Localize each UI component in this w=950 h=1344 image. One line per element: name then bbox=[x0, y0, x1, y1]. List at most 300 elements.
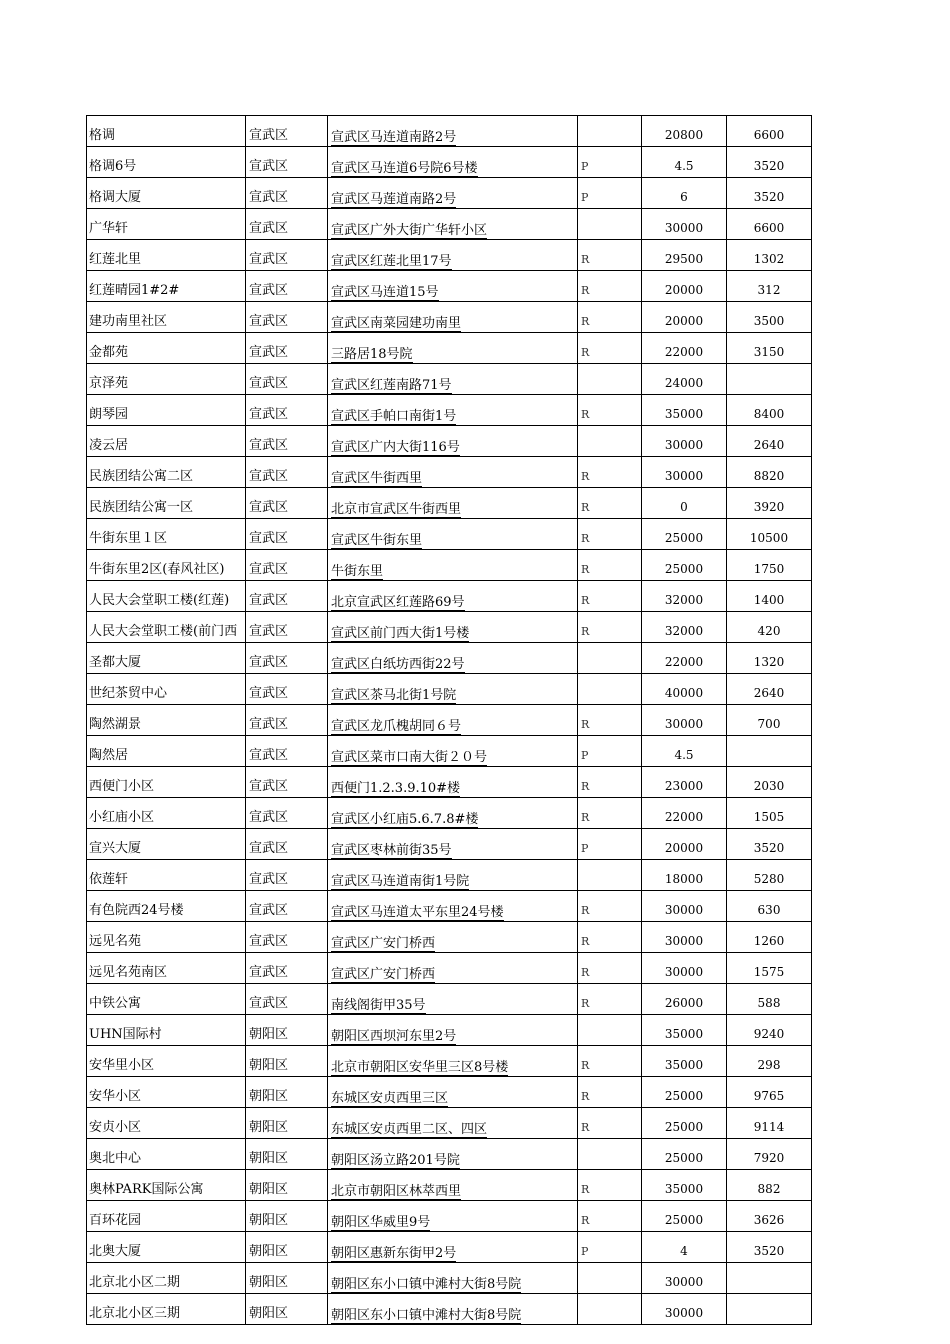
price-cell bbox=[642, 147, 727, 178]
name-cell-text: 京泽苑 bbox=[89, 376, 129, 391]
district-cell-text: 宣武区 bbox=[249, 934, 289, 949]
table-row bbox=[87, 426, 812, 457]
price-cell bbox=[642, 860, 727, 891]
type-cell-text: R bbox=[581, 408, 590, 421]
name-cell bbox=[87, 550, 246, 581]
table-row bbox=[87, 1108, 812, 1139]
name-cell-text: 依莲轩 bbox=[89, 872, 129, 887]
address-cell bbox=[328, 705, 578, 736]
district-cell-text: 朝阳区 bbox=[249, 1275, 289, 1290]
name-cell-text: 广华轩 bbox=[89, 221, 129, 236]
price-cell bbox=[642, 364, 727, 395]
name-cell-text: 人民大会堂职工楼(红莲) bbox=[89, 593, 230, 608]
name-cell-text: 有色院西24号楼 bbox=[89, 903, 184, 918]
type-cell-text: R bbox=[581, 1121, 590, 1134]
type-cell bbox=[578, 1170, 642, 1201]
area-cell bbox=[727, 860, 812, 891]
price-cell-text: 23000 bbox=[664, 779, 704, 793]
district-cell-text: 宣武区 bbox=[249, 128, 289, 143]
type-cell bbox=[578, 612, 642, 643]
type-cell-text: R bbox=[581, 966, 590, 979]
type-cell-text: R bbox=[581, 253, 590, 266]
type-cell bbox=[578, 271, 642, 302]
area-cell bbox=[727, 147, 812, 178]
address-cell-text: 宣武区马连道太平东里24号楼 bbox=[331, 905, 504, 920]
area-cell bbox=[727, 457, 812, 488]
district-cell bbox=[246, 333, 328, 364]
area-cell-text: 6600 bbox=[753, 221, 785, 235]
table-row bbox=[87, 1170, 812, 1201]
area-cell bbox=[727, 1108, 812, 1139]
area-cell-text: 700 bbox=[757, 717, 781, 731]
price-cell-text: 30000 bbox=[664, 934, 704, 948]
table-row bbox=[87, 271, 812, 302]
address-cell bbox=[328, 984, 578, 1015]
price-cell-text: 30000 bbox=[664, 1275, 704, 1289]
name-cell bbox=[87, 519, 246, 550]
area-cell bbox=[727, 1263, 812, 1294]
price-cell bbox=[642, 1108, 727, 1139]
price-cell-text: 25000 bbox=[664, 1120, 704, 1134]
address-cell-text: 宣武区手帕口南街1号 bbox=[331, 409, 457, 424]
area-cell-text: 312 bbox=[757, 283, 781, 297]
district-cell-text: 朝阳区 bbox=[249, 1306, 289, 1321]
type-cell-text: R bbox=[581, 935, 590, 948]
price-cell bbox=[642, 612, 727, 643]
name-cell-text: 格调 bbox=[89, 128, 116, 143]
area-cell bbox=[727, 984, 812, 1015]
price-cell bbox=[642, 302, 727, 333]
name-cell bbox=[87, 271, 246, 302]
district-cell bbox=[246, 1201, 328, 1232]
price-cell bbox=[642, 581, 727, 612]
type-cell-text: R bbox=[581, 625, 590, 638]
district-cell bbox=[246, 829, 328, 860]
type-cell bbox=[578, 240, 642, 271]
area-cell bbox=[727, 953, 812, 984]
area-cell bbox=[727, 1139, 812, 1170]
area-cell-text: 630 bbox=[757, 903, 781, 917]
area-cell-text: 420 bbox=[757, 624, 781, 638]
area-cell-text: 10500 bbox=[749, 531, 789, 545]
price-cell-text: 25000 bbox=[664, 1089, 704, 1103]
address-cell bbox=[328, 612, 578, 643]
name-cell-text: 安华里小区 bbox=[89, 1058, 155, 1073]
price-cell bbox=[642, 1294, 727, 1325]
district-cell-text: 宣武区 bbox=[249, 748, 289, 763]
name-cell bbox=[87, 984, 246, 1015]
district-cell bbox=[246, 984, 328, 1015]
type-cell bbox=[578, 333, 642, 364]
price-cell-text: 35000 bbox=[664, 1027, 704, 1041]
address-cell-text: 朝阳区西坝河东里2号 bbox=[331, 1029, 457, 1044]
area-cell-text: 3500 bbox=[753, 314, 785, 328]
district-cell-text: 宣武区 bbox=[249, 872, 289, 887]
address-cell-text: 宣武区龙爪槐胡同６号 bbox=[331, 719, 462, 734]
district-cell-text: 宣武区 bbox=[249, 903, 289, 918]
price-cell-text: 32000 bbox=[664, 593, 704, 607]
type-cell-text: R bbox=[581, 501, 590, 514]
district-cell bbox=[246, 550, 328, 581]
name-cell-text: 远见名苑 bbox=[89, 934, 142, 949]
address-cell-text: 北京市朝阳区林萃西里 bbox=[331, 1184, 462, 1199]
address-cell-text: 朝阳区东小口镇中滩村大街8号院 bbox=[331, 1308, 522, 1323]
name-cell bbox=[87, 333, 246, 364]
address-cell-text: 东城区安贞西里二区、四区 bbox=[331, 1122, 488, 1137]
name-cell bbox=[87, 1108, 246, 1139]
type-cell bbox=[578, 643, 642, 674]
district-cell-text: 宣武区 bbox=[249, 841, 289, 856]
price-cell bbox=[642, 736, 727, 767]
price-cell-text: 20000 bbox=[664, 841, 704, 855]
table-row bbox=[87, 1263, 812, 1294]
area-cell bbox=[727, 829, 812, 860]
type-cell bbox=[578, 922, 642, 953]
name-cell-text: 安华小区 bbox=[89, 1089, 142, 1104]
area-cell bbox=[727, 1294, 812, 1325]
district-cell bbox=[246, 519, 328, 550]
type-cell bbox=[578, 1232, 642, 1263]
type-cell-text: R bbox=[581, 470, 590, 483]
type-cell bbox=[578, 1294, 642, 1325]
district-cell-text: 宣武区 bbox=[249, 531, 289, 546]
area-cell bbox=[727, 798, 812, 829]
district-cell-text: 宣武区 bbox=[249, 283, 289, 298]
district-cell-text: 宣武区 bbox=[249, 624, 289, 639]
address-cell-text: 三路居18号院 bbox=[331, 347, 413, 362]
name-cell bbox=[87, 1015, 246, 1046]
price-cell bbox=[642, 953, 727, 984]
address-cell-text: 南线阁街甲35号 bbox=[331, 998, 426, 1013]
address-cell bbox=[328, 1077, 578, 1108]
district-cell bbox=[246, 705, 328, 736]
district-cell-text: 宣武区 bbox=[249, 190, 289, 205]
type-cell-text: R bbox=[581, 315, 590, 328]
type-cell bbox=[578, 457, 642, 488]
area-cell-text: 7920 bbox=[753, 1151, 785, 1165]
table-row bbox=[87, 767, 812, 798]
district-cell bbox=[246, 488, 328, 519]
address-cell-text: 宣武区马连道15号 bbox=[331, 285, 439, 300]
address-cell-text: 东城区安贞西里三区 bbox=[331, 1091, 449, 1106]
district-cell bbox=[246, 1294, 328, 1325]
price-cell-text: 6 bbox=[680, 190, 688, 204]
table-row bbox=[87, 581, 812, 612]
area-cell-text: 1505 bbox=[753, 810, 785, 824]
address-cell-text: 朝阳区华威里9号 bbox=[331, 1215, 431, 1230]
area-cell-text: 3520 bbox=[753, 190, 785, 204]
name-cell bbox=[87, 891, 246, 922]
price-cell-text: 20800 bbox=[664, 128, 704, 142]
table-row bbox=[87, 1232, 812, 1263]
name-cell-text: 远见名苑南区 bbox=[89, 965, 168, 980]
name-cell bbox=[87, 1294, 246, 1325]
area-cell-text: 1400 bbox=[753, 593, 785, 607]
name-cell-text: 人民大会堂职工楼(前门西 bbox=[89, 624, 238, 639]
address-cell bbox=[328, 209, 578, 240]
district-cell bbox=[246, 178, 328, 209]
table-row bbox=[87, 860, 812, 891]
district-cell bbox=[246, 209, 328, 240]
address-cell-text: 北京市宣武区牛街西里 bbox=[331, 502, 462, 517]
address-cell-text: 宣武区广安门桥西 bbox=[331, 967, 436, 982]
name-cell bbox=[87, 612, 246, 643]
table-row bbox=[87, 1139, 812, 1170]
area-cell bbox=[727, 1015, 812, 1046]
table-row bbox=[87, 1077, 812, 1108]
district-cell bbox=[246, 953, 328, 984]
district-cell bbox=[246, 240, 328, 271]
table-row bbox=[87, 1015, 812, 1046]
address-cell-text: 宣武区牛街西里 bbox=[331, 471, 423, 486]
address-cell-text: 北京市朝阳区安华里三区8号楼 bbox=[331, 1060, 509, 1075]
area-cell-text: 8400 bbox=[753, 407, 785, 421]
address-cell-text: 宣武区菜市口南大街２０号 bbox=[331, 750, 488, 765]
price-cell-text: 35000 bbox=[664, 1058, 704, 1072]
district-cell-text: 宣武区 bbox=[249, 159, 289, 174]
address-cell bbox=[328, 1232, 578, 1263]
type-cell bbox=[578, 147, 642, 178]
price-cell-text: 18000 bbox=[664, 872, 704, 886]
area-cell-text: 3150 bbox=[753, 345, 785, 359]
district-cell-text: 宣武区 bbox=[249, 562, 289, 577]
name-cell-text: 红莲北里 bbox=[89, 252, 142, 267]
type-cell-text: P bbox=[581, 749, 589, 762]
area-cell bbox=[727, 581, 812, 612]
area-cell bbox=[727, 395, 812, 426]
type-cell bbox=[578, 1139, 642, 1170]
name-cell-text: 格调大厦 bbox=[89, 190, 142, 205]
name-cell-text: 奥林PARK国际公寓 bbox=[89, 1182, 204, 1197]
price-cell-text: 22000 bbox=[664, 810, 704, 824]
price-cell bbox=[642, 519, 727, 550]
address-cell bbox=[328, 457, 578, 488]
name-cell-text: 安贞小区 bbox=[89, 1120, 142, 1135]
address-cell bbox=[328, 767, 578, 798]
price-cell-text: 30000 bbox=[664, 469, 704, 483]
area-cell bbox=[727, 612, 812, 643]
area-cell bbox=[727, 705, 812, 736]
table-row bbox=[87, 209, 812, 240]
address-cell bbox=[328, 395, 578, 426]
name-cell bbox=[87, 1077, 246, 1108]
price-cell-text: 26000 bbox=[664, 996, 704, 1010]
type-cell bbox=[578, 829, 642, 860]
district-cell bbox=[246, 767, 328, 798]
type-cell-text: P bbox=[581, 842, 589, 855]
price-cell bbox=[642, 767, 727, 798]
address-cell bbox=[328, 116, 578, 147]
address-cell bbox=[328, 364, 578, 395]
district-cell-text: 宣武区 bbox=[249, 438, 289, 453]
name-cell bbox=[87, 147, 246, 178]
price-cell bbox=[642, 798, 727, 829]
type-cell-text: R bbox=[581, 904, 590, 917]
address-cell bbox=[328, 1170, 578, 1201]
name-cell bbox=[87, 1170, 246, 1201]
area-cell bbox=[727, 271, 812, 302]
name-cell bbox=[87, 426, 246, 457]
price-cell bbox=[642, 488, 727, 519]
table-row bbox=[87, 395, 812, 426]
address-cell bbox=[328, 829, 578, 860]
price-cell bbox=[642, 116, 727, 147]
district-cell-text: 宣武区 bbox=[249, 469, 289, 484]
table-row bbox=[87, 240, 812, 271]
type-cell bbox=[578, 1263, 642, 1294]
district-cell bbox=[246, 581, 328, 612]
price-cell bbox=[642, 178, 727, 209]
table-row bbox=[87, 891, 812, 922]
table-row bbox=[87, 147, 812, 178]
district-cell-text: 宣武区 bbox=[249, 965, 289, 980]
area-cell bbox=[727, 116, 812, 147]
area-cell bbox=[727, 550, 812, 581]
district-cell-text: 宣武区 bbox=[249, 345, 289, 360]
name-cell-text: 中铁公寓 bbox=[89, 996, 142, 1011]
area-cell bbox=[727, 1077, 812, 1108]
area-cell-text: 3626 bbox=[753, 1213, 785, 1227]
type-cell bbox=[578, 798, 642, 829]
district-cell-text: 朝阳区 bbox=[249, 1058, 289, 1073]
name-cell-text: 建功南里社区 bbox=[89, 314, 168, 329]
name-cell-text: 北京北小区二期 bbox=[89, 1275, 181, 1290]
price-cell-text: 30000 bbox=[664, 903, 704, 917]
price-cell bbox=[642, 209, 727, 240]
name-cell-text: 朗琴园 bbox=[89, 407, 129, 422]
area-cell-text: 3920 bbox=[753, 500, 785, 514]
district-cell bbox=[246, 612, 328, 643]
address-cell-text: 牛街东里 bbox=[331, 564, 384, 579]
price-cell-text: 20000 bbox=[664, 283, 704, 297]
name-cell bbox=[87, 922, 246, 953]
type-cell bbox=[578, 705, 642, 736]
type-cell bbox=[578, 767, 642, 798]
district-cell bbox=[246, 1015, 328, 1046]
type-cell bbox=[578, 1077, 642, 1108]
type-cell bbox=[578, 426, 642, 457]
area-cell bbox=[727, 767, 812, 798]
name-cell-text: 宣兴大厦 bbox=[89, 841, 142, 856]
price-cell bbox=[642, 1263, 727, 1294]
district-cell bbox=[246, 1077, 328, 1108]
name-cell bbox=[87, 1139, 246, 1170]
area-cell bbox=[727, 922, 812, 953]
district-cell-text: 朝阳区 bbox=[249, 1151, 289, 1166]
table-row bbox=[87, 612, 812, 643]
name-cell bbox=[87, 488, 246, 519]
district-cell bbox=[246, 891, 328, 922]
address-cell bbox=[328, 860, 578, 891]
address-cell bbox=[328, 1139, 578, 1170]
name-cell bbox=[87, 395, 246, 426]
type-cell-text: P bbox=[581, 191, 589, 204]
price-cell bbox=[642, 1201, 727, 1232]
address-cell-text: 宣武区前门西大街1号楼 bbox=[331, 626, 470, 641]
price-cell bbox=[642, 550, 727, 581]
type-cell-text: R bbox=[581, 563, 590, 576]
type-cell-text: R bbox=[581, 532, 590, 545]
name-cell-text: 凌云居 bbox=[89, 438, 129, 453]
address-cell bbox=[328, 736, 578, 767]
table-row bbox=[87, 984, 812, 1015]
table-row bbox=[87, 1201, 812, 1232]
address-cell-text: 朝阳区汤立路201号院 bbox=[331, 1153, 460, 1168]
price-cell bbox=[642, 1046, 727, 1077]
name-cell-text: 红莲晴园1#2# bbox=[89, 283, 180, 298]
district-cell bbox=[246, 302, 328, 333]
address-cell-text: 宣武区马连道南路2号 bbox=[331, 130, 457, 145]
district-cell-text: 朝阳区 bbox=[249, 1120, 289, 1135]
address-cell bbox=[328, 302, 578, 333]
table-row bbox=[87, 922, 812, 953]
type-cell bbox=[578, 178, 642, 209]
type-cell bbox=[578, 1015, 642, 1046]
name-cell-text: 北京北小区三期 bbox=[89, 1306, 181, 1321]
district-cell-text: 宣武区 bbox=[249, 314, 289, 329]
district-cell-text: 朝阳区 bbox=[249, 1089, 289, 1104]
area-cell bbox=[727, 1232, 812, 1263]
name-cell-text: 西便门小区 bbox=[89, 779, 155, 794]
address-cell-text: 宣武区茶马北街1号院 bbox=[331, 688, 457, 703]
address-cell bbox=[328, 922, 578, 953]
type-cell-text: P bbox=[581, 1245, 589, 1258]
name-cell bbox=[87, 1232, 246, 1263]
price-cell-text: 30000 bbox=[664, 221, 704, 235]
name-cell bbox=[87, 953, 246, 984]
address-cell bbox=[328, 1046, 578, 1077]
address-cell bbox=[328, 333, 578, 364]
area-cell bbox=[727, 240, 812, 271]
address-cell-text: 宣武区广外大街广华轩小区 bbox=[331, 223, 488, 238]
type-cell-text: R bbox=[581, 1183, 590, 1196]
address-cell bbox=[328, 953, 578, 984]
price-cell-text: 30000 bbox=[664, 717, 704, 731]
type-cell bbox=[578, 488, 642, 519]
address-cell-text: 宣武区枣林前街35号 bbox=[331, 843, 452, 858]
name-cell bbox=[87, 302, 246, 333]
price-cell-text: 25000 bbox=[664, 1213, 704, 1227]
address-cell-text: 宣武区马莲道南路2号 bbox=[331, 192, 457, 207]
area-cell bbox=[727, 519, 812, 550]
name-cell bbox=[87, 1263, 246, 1294]
price-cell bbox=[642, 984, 727, 1015]
district-cell-text: 朝阳区 bbox=[249, 1244, 289, 1259]
table-row bbox=[87, 643, 812, 674]
name-cell bbox=[87, 1046, 246, 1077]
district-cell-text: 宣武区 bbox=[249, 686, 289, 701]
name-cell bbox=[87, 116, 246, 147]
area-cell-text: 1320 bbox=[753, 655, 785, 669]
area-cell-text: 8820 bbox=[753, 469, 785, 483]
price-cell bbox=[642, 271, 727, 302]
area-cell bbox=[727, 209, 812, 240]
address-cell bbox=[328, 178, 578, 209]
price-cell-text: 32000 bbox=[664, 624, 704, 638]
address-cell bbox=[328, 798, 578, 829]
name-cell bbox=[87, 705, 246, 736]
price-cell bbox=[642, 1139, 727, 1170]
address-cell bbox=[328, 426, 578, 457]
price-cell-text: 30000 bbox=[664, 1306, 704, 1320]
area-cell-text: 9114 bbox=[753, 1120, 785, 1134]
area-cell-text: 1575 bbox=[753, 965, 785, 979]
district-cell-text: 朝阳区 bbox=[249, 1182, 289, 1197]
price-cell bbox=[642, 643, 727, 674]
address-cell bbox=[328, 1294, 578, 1325]
name-cell bbox=[87, 240, 246, 271]
district-cell bbox=[246, 798, 328, 829]
